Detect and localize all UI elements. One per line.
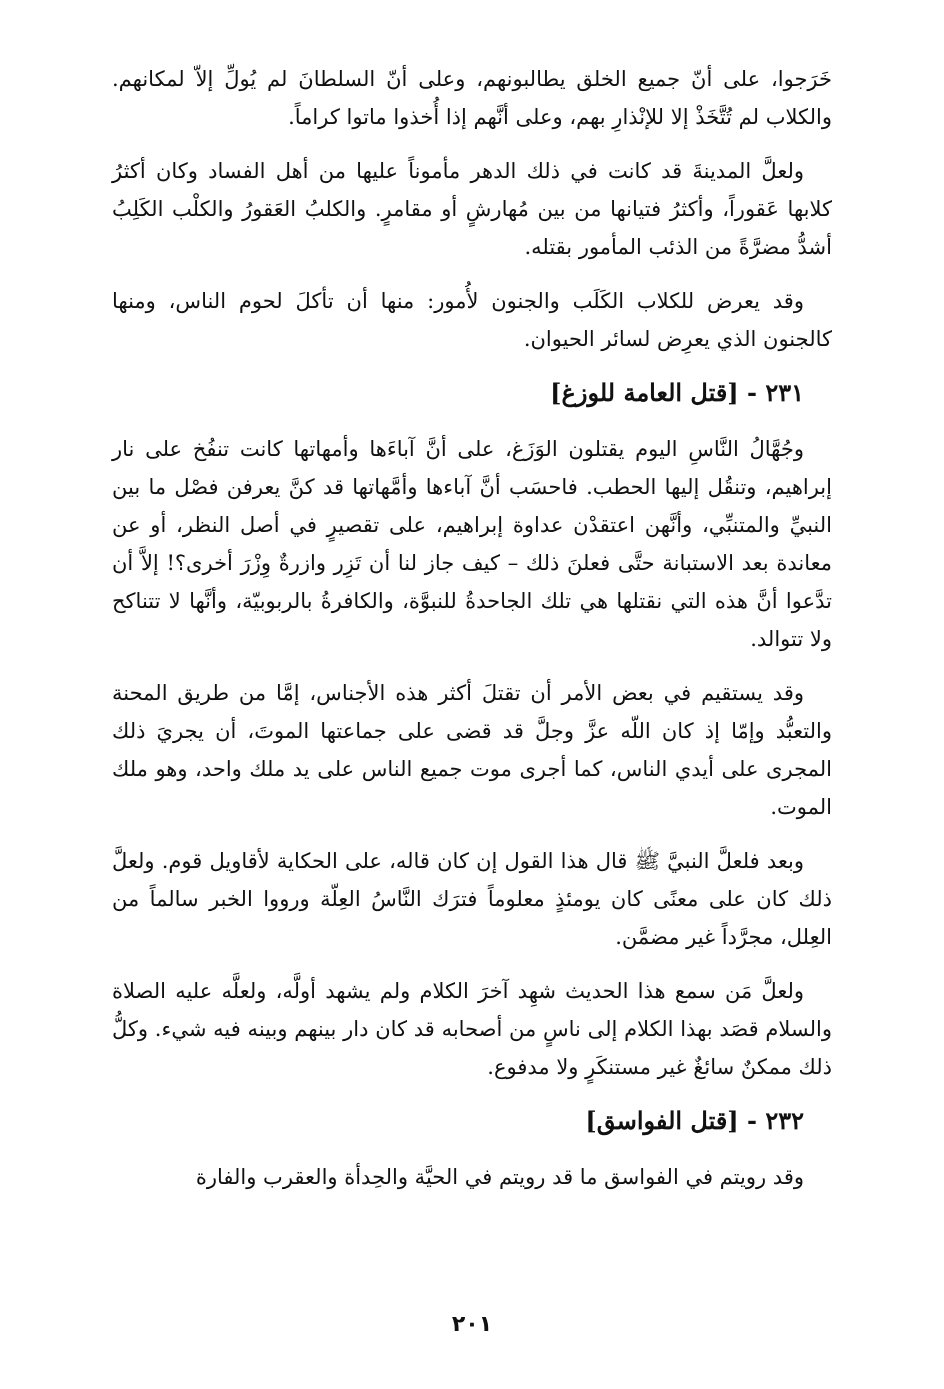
section-heading-231: ٢٣١ - [قتل العامة للوزغ] [550, 378, 804, 407]
book-page [112, 60, 832, 1330]
paragraph-continuation: خَرَجوا، على أنّ جميع الخلق يطالبونهم، وعلى أنّ السلطانَ لم يُولِّ إلاّ لمكانهم. والكلاب لم تُتَّخَذْ إلا للإنْذارِ بهم، وعلى أنَّهم إذا أُخذوا ماتوا كراماً. [112, 67, 832, 129]
page-number: ٢٠١ [451, 1312, 493, 1337]
paragraph-medina-dogs: ولعلَّ المدينةَ قد كانت في ذلك الدهر مأموناً عليها من أهل الفساد وكان أكثرُ كلابها عَقوراً، وأكثرُ فتيانها من بين مُهارشٍ أو مقامرٍ. والكلبُ العَقورُ والكلْب الكَلِبُ أشدُّ مضرَّةً من الذئب المأمور بقتله. [112, 159, 832, 259]
paragraph-hadith-context: ولعلَّ مَن سمع هذا الحديث شهِد آخرَ الكلام ولم يشهد أولَّه، ولعلَّه عليه الصلاة والسلام قصَد بهذا الكلام إلى ناسٍ من أصحابه قد كان دار بينهم وبينه فيه شيء. وكلُّ ذلك ممكنٌ سائغٌ غير مستنكَرٍ ولا مدفوع. [112, 979, 832, 1079]
paragraph-prophet-saying: وبعد فلعلَّ النبيَّ ﷺ قال هذا القول إن كان قاله، على الحكاية لأقاويل قوم. ولعلَّ ذلك كان على معنًى كان يومئذٍ معلوماً فترَك النَّاسُ العِلّة ورووا الخبر سالماً من العِلل، مجرَّداً غير مضمَّن. [112, 849, 832, 949]
paragraph-fawasiq: وقد رويتم في الفواسق ما قد رويتم في الحيَّة والحِدأة والعقرب والفارة [195, 1165, 804, 1189]
paragraph-killing-geckos: وجُهَّالُ النَّاسِ اليوم يقتلون الوَزَغ، على أنَّ آباءَها وأمهاتها كانت تنفُخ على نار إبراهيم، وتنقُل إليها الحطب. فاحسَب أنَّ آباءها وأمَّهاتها قد كنَّ يعرفن فصْل ما بين النبيِّ والمتنبِّي، وأنَّهن اعتقدْن عداوة إبراهيم، على تقصيرٍ في أصل النظر، أو عن معاندة بعد الاستبانة حتَّى فعلنَ ذلك – كيف جاز لنا أن تَزِر وازرةٌ وِزْرَ أخرى؟! إلاَّ أن تدَّعوا أنَّ هذه التي نقتلها هي تلك الجاحدةُ للنبوَّة، والكافرةُ بالربوبيّة، وأنَّها لا تتناكح ولا تتوالد. [112, 437, 832, 651]
section-heading-232: ٢٣٢ - [قتل الفواسق] [585, 1106, 804, 1135]
paragraph-killing-species: وقد يستقيم في بعض الأمر أن تقتلَ أكثر هذه الأجناس، إمَّا من طريق المحنة والتعبُّد وإمّا إذ كان اللّه عزَّ وجلَّ قد قضى على جماعتها الموتَ، أن يجريَ ذلك المجرى على أيدي الناس، كما أجرى موت جميع الناس على يد ملك واحد، وهو ملك الموت. [112, 681, 832, 819]
paragraph-dog-rabies: وقد يعرض للكلاب الكَلَب والجنون لأُمور: منها أن تأكلَ لحوم الناس، ومنها كالجنون الذي يعرِض لسائر الحيوان. [112, 289, 832, 351]
